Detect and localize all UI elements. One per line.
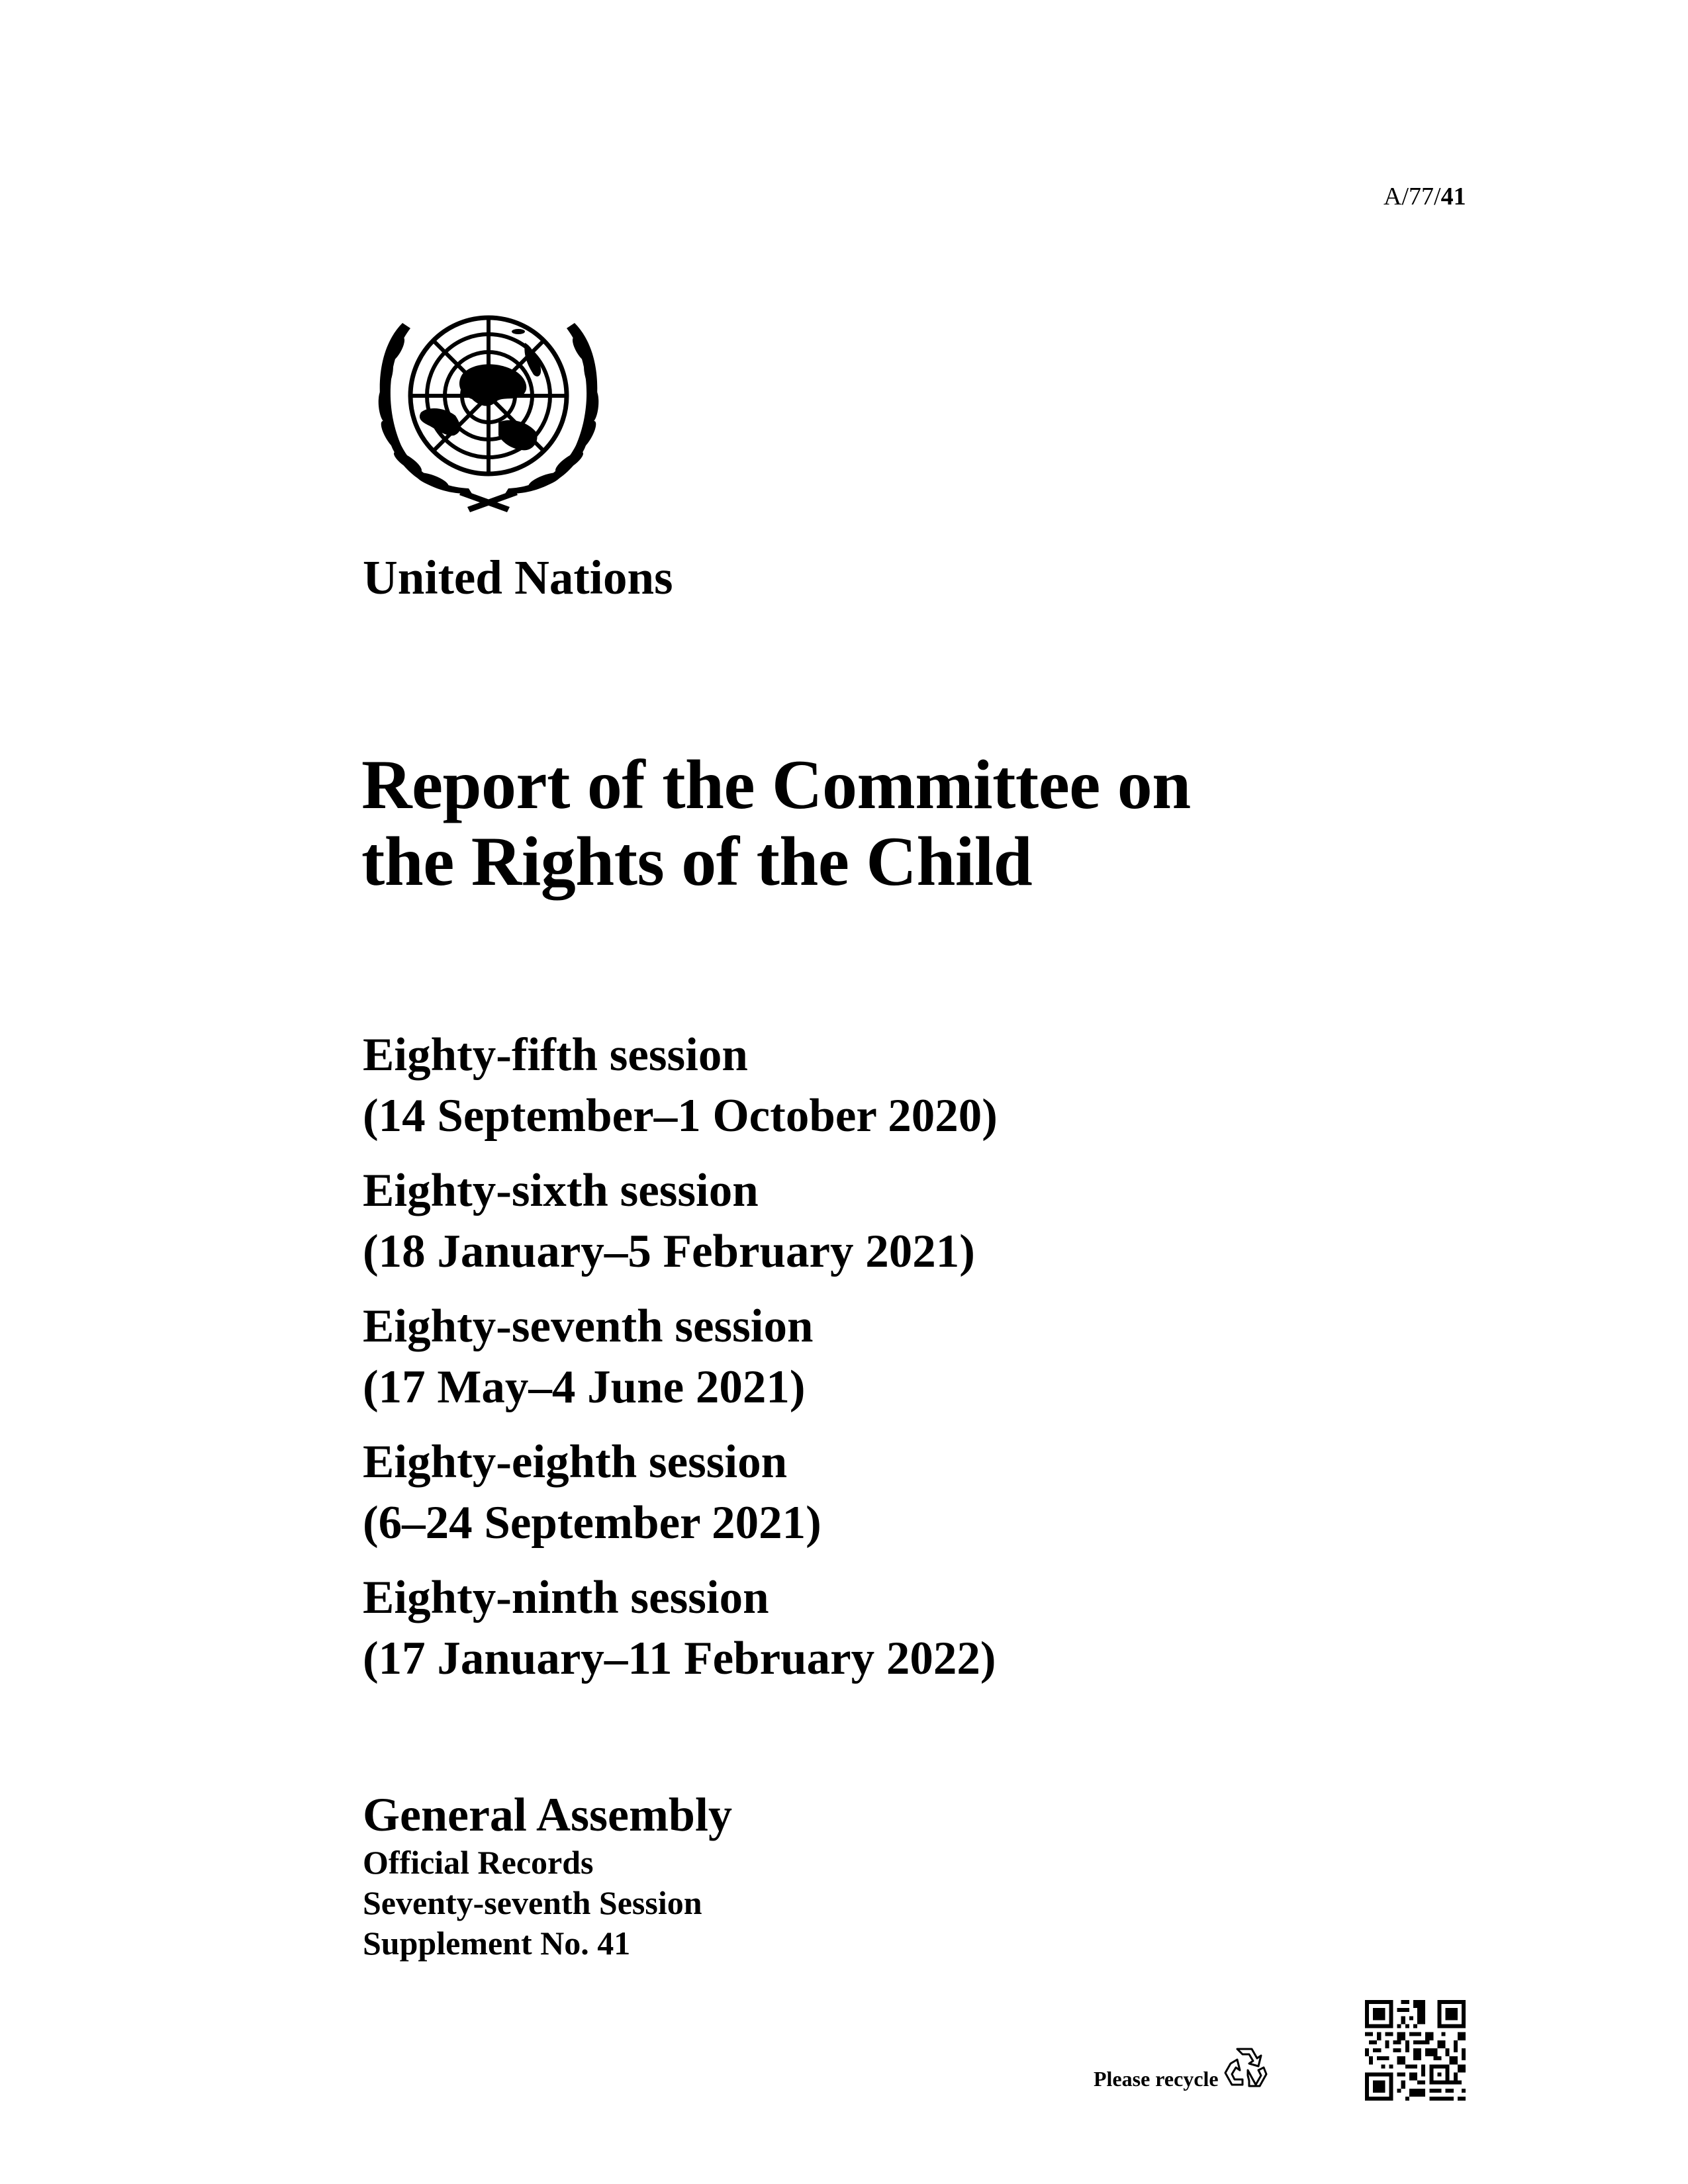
session-name: Eighty-sixth session <box>363 1165 759 1216</box>
document-symbol-number: 41 <box>1440 183 1466 210</box>
session-name: Eighty-ninth session <box>363 1572 769 1623</box>
document-symbol <box>1383 184 1466 209</box>
session-item <box>363 1296 998 1418</box>
session-item <box>363 1160 998 1282</box>
session-item <box>363 1432 998 1553</box>
un-emblem-icon <box>363 296 614 515</box>
session-dates: (18 January–5 February 2021) <box>363 1226 975 1277</box>
report-title-line: the Rights of the Child <box>361 823 1033 900</box>
recycle-icon <box>1223 2045 1268 2092</box>
official-records-label: Official Records <box>363 1844 594 1881</box>
session-dates: (14 September–1 October 2020) <box>363 1090 998 1142</box>
session-dates: (6–24 September 2021) <box>363 1497 821 1549</box>
qr-code-icon <box>1365 2000 1466 2101</box>
recycle-label: Please recycle <box>1094 2067 1219 2091</box>
session-name: Eighty-seventh session <box>363 1300 814 1352</box>
organization-name: United Nations <box>363 551 673 604</box>
session-name: Eighty-fifth session <box>363 1029 748 1081</box>
report-title-line: Report of the Committee on <box>361 746 1191 823</box>
document-symbol-prefix: A/77/ <box>1383 183 1441 210</box>
body-heading: General Assembly <box>363 1788 732 1841</box>
report-title <box>361 747 1191 900</box>
recycle-notice <box>1094 2045 1268 2092</box>
session-item <box>363 1024 998 1146</box>
official-records-block <box>363 1787 732 1964</box>
session-item <box>363 1567 998 1689</box>
supplement-label: Supplement No. 41 <box>363 1925 631 1962</box>
session-label: Seventy-seventh Session <box>363 1884 702 1921</box>
session-name: Eighty-eighth session <box>363 1436 788 1488</box>
sessions-list <box>363 1024 998 1703</box>
session-dates: (17 May–4 June 2021) <box>363 1361 806 1413</box>
session-dates: (17 January–11 February 2022) <box>363 1633 996 1684</box>
